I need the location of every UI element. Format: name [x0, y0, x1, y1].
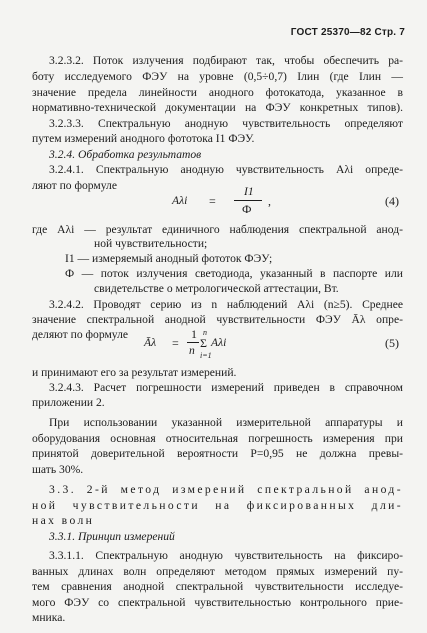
subheading-processing: 3.2.4. Обработка результатов	[49, 148, 202, 161]
line-14: свидетельстве о метрологической аттестации, Вт.	[94, 282, 339, 295]
formula-5-sum-upper: n	[203, 328, 207, 337]
formula-4-lhs: Aλi	[172, 194, 188, 207]
line-8: 3.2.4.1. Спектральную анодную чувствительность Aλi опреде-	[49, 163, 403, 176]
formula-5-lhs: Āλ	[144, 336, 157, 349]
line-17: деляют по формуле	[32, 328, 129, 341]
line-18: и принимают его за результат измерений.	[32, 366, 237, 379]
page-header: ГОСТ 25370—82 Стр. 7	[290, 27, 405, 38]
line-20: приложении 2.	[32, 396, 105, 409]
line-23: принятой доверительной вероятности P=0,95 не должна превы-	[32, 447, 403, 460]
formula-5-fraction-numerator: 1	[191, 327, 197, 341]
line-32: мого ФЭУ со спектральной чувствительностью контрольного прие-	[32, 596, 403, 609]
heading-method-2-line-3: нах волн	[32, 514, 95, 527]
formula-5-sum-sign: Σ	[200, 336, 207, 350]
line-11: ной чувствительности;	[94, 237, 208, 250]
line-4: нормативно-технической документации на ФЭУ конкретных типов).	[32, 101, 403, 114]
subheading-principle: 3.3.1. Принцип измерений	[49, 530, 175, 543]
line-1: 3.2.3.2. Поток излучения подбирают так, чтобы обеспечить ра-	[49, 54, 403, 67]
line-30: ванных длинах волн определяют методом прямых измерений пу-	[32, 565, 403, 578]
line-22: оборудования основная относительная погрешность измерения при	[32, 432, 403, 445]
formula-5-fraction-denominator: n	[189, 344, 195, 357]
line-9: ляют по формуле	[32, 179, 117, 192]
line-3: значение предела линейности анодного фотокатода, указанное в	[32, 86, 403, 99]
heading-method-2-line-1: 3.3. 2-й метод измерений спектральной анод-	[49, 483, 403, 496]
line-10: где Aλi — результат единичного наблюдения спектральной анод-	[32, 223, 403, 236]
formula-5-term: Aλi	[211, 336, 227, 349]
formula-5-number: (5)	[385, 336, 399, 350]
line-19: 3.2.4.3. Расчет погрешности измерений приведен в справочном	[49, 381, 403, 394]
line-6: путем измерений анодного фототока I1 ФЭУ.	[32, 132, 255, 145]
line-12: I1 — измеряемый анодный фототок ФЭУ;	[65, 252, 273, 265]
line-31: тем сравнения анодной спектральной чувствительности исследуе-	[32, 580, 403, 593]
line-2: боту исследуемого ФЭУ на уровне (0,5÷0,7) Iлин (где Iлин —	[32, 70, 403, 83]
formula-4-denominator: Ф	[242, 202, 252, 216]
line-16: значение спектральной анодной чувствительности ФЭУ Āλ опре-	[32, 313, 403, 326]
formula-4-number: (4)	[385, 194, 399, 208]
line-33: мника.	[32, 611, 66, 624]
formula-4-fraction-bar	[234, 200, 262, 201]
formula-5-equals: =	[172, 336, 179, 350]
formula-5-fraction-bar	[187, 342, 199, 343]
formula-4-comma: ,	[268, 194, 271, 208]
line-21: При использовании указанной измерительной аппаратуры и	[49, 416, 403, 429]
line-5: 3.2.3.3. Спектральную анодную чувствительность определяют	[49, 117, 403, 130]
formula-5-sum-lower: i=1	[200, 351, 212, 360]
line-29: 3.3.1.1. Спектральную анодную чувствительность на фиксиро-	[49, 549, 403, 562]
formula-4-numerator: I1	[244, 185, 254, 198]
line-24: шать 30%.	[32, 463, 84, 476]
heading-method-2-line-2: ной чувствительности на фиксированных дли-	[32, 499, 403, 512]
formula-4-equals: =	[209, 194, 216, 208]
line-15: 3.2.4.2. Проводят серию из n наблюдений Aλi (n≥5). Среднее	[49, 298, 403, 311]
line-13: Ф — поток излучения светодиода, указанный в паспорте или	[65, 267, 403, 280]
